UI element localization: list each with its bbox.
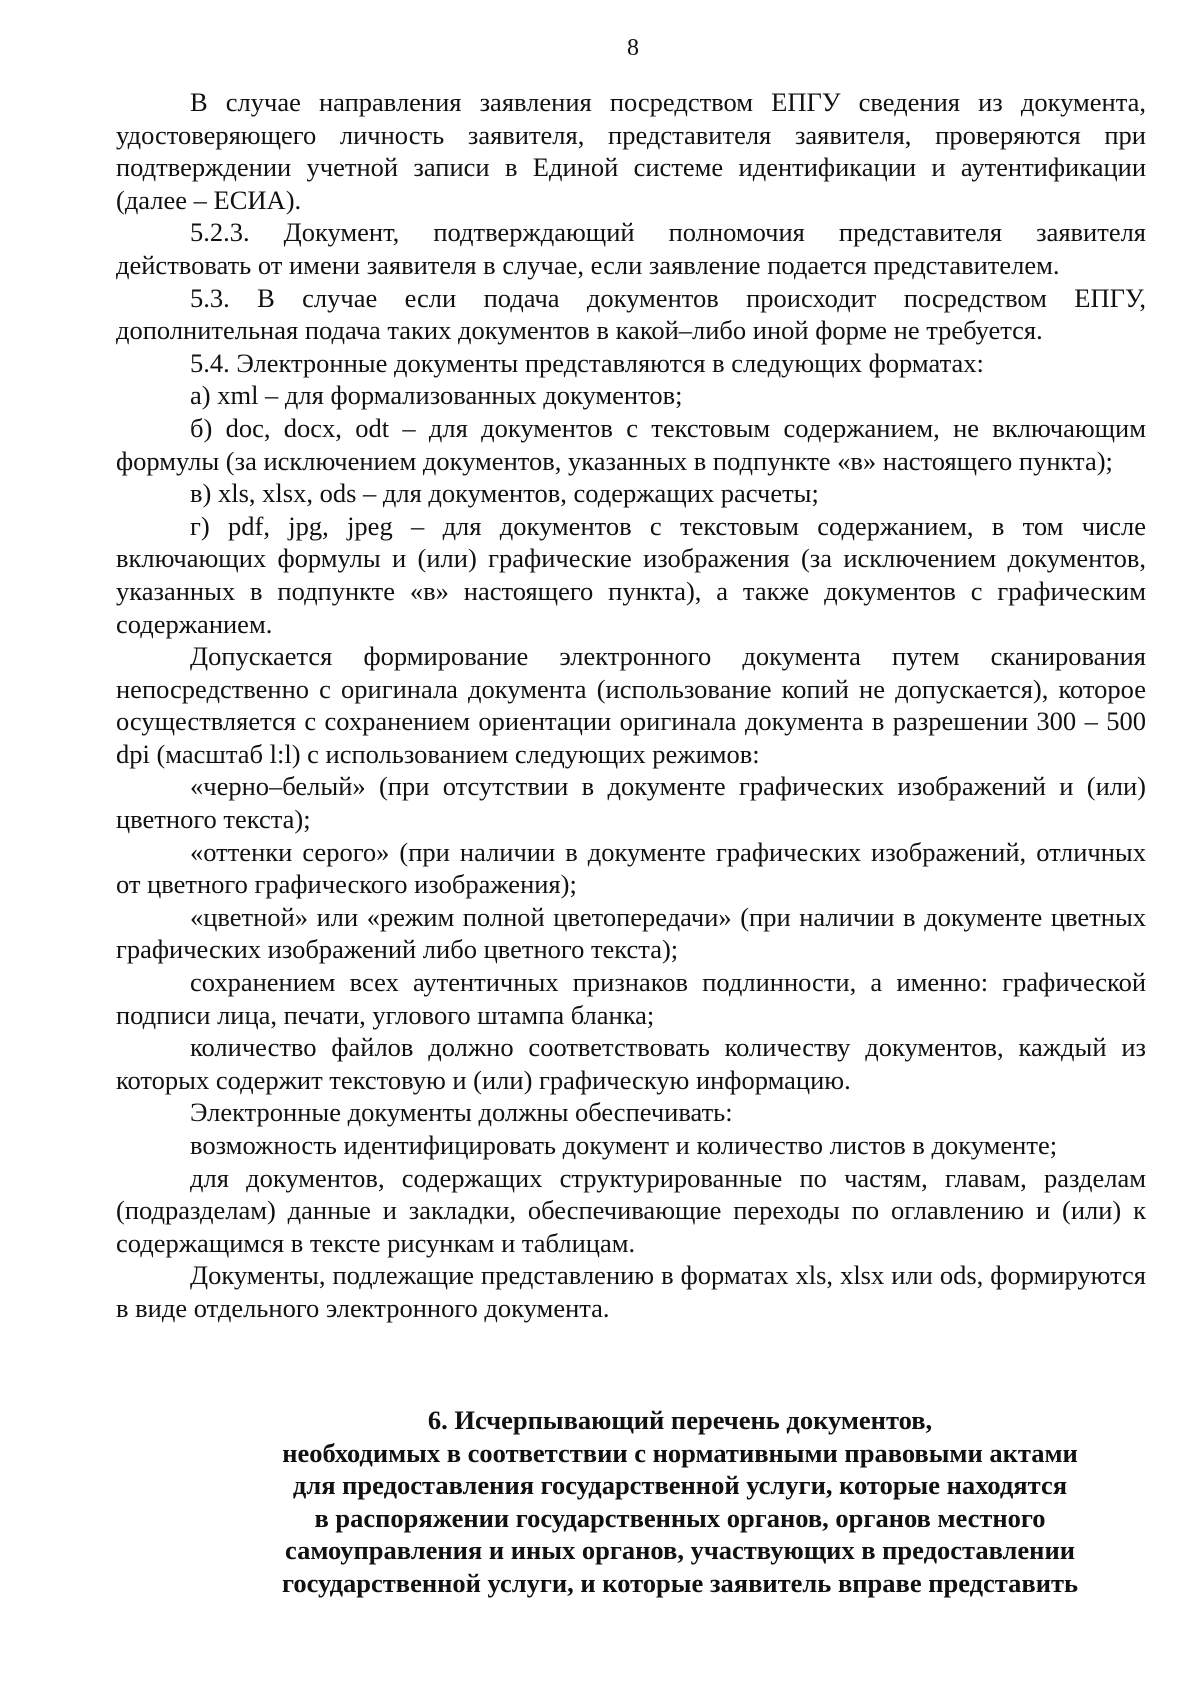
heading-line: самоуправления и иных органов, участвующих в предоставлении xyxy=(285,1535,1075,1566)
heading-line: государственной услуги, и которые заявитель вправе представить xyxy=(281,1567,1078,1598)
heading-line: необходимых в соответствии с нормативными правовыми актами xyxy=(282,1437,1078,1468)
list-item-v: в) xls, xlsx, ods – для документов, содержащих расчеты; xyxy=(190,478,819,509)
paragraph-5-4: 5.4. Электронные документы представляются в следующих форматах: xyxy=(190,347,984,378)
section-6-heading xyxy=(116,1404,1146,1600)
list-item-a: а) xml – для формализованных документов; xyxy=(190,380,683,411)
page-number: 8 xyxy=(627,35,639,61)
paragraph-must-provide: Электронные документы должны обеспечивать: xyxy=(190,1097,733,1128)
paragraph-epgu-identity: В случае направления заявления посредством ЕПГУ сведения из документа, удостоверяющего личность заявителя, представителя заявителя, проверяются при подтверждении учетной записи в Единой системе идентификации и аутентификации (далее – ЕСИА). xyxy=(116,87,1146,215)
requirement-structure: для документов, содержащих структурированные по частям, главам, разделам (подразделам) данные и закладки, обеспечивающие переходы по оглавлению и (или) к содержащимся в тексте рисункам и таблицам. xyxy=(116,1162,1146,1258)
mode-grayscale: «оттенки серого» (при наличии в документе графических изображений, отличных от цветного графического изображения); xyxy=(116,836,1146,900)
body-text xyxy=(116,86,1146,1325)
paragraph-file-count: количество файлов должно соответствовать количеству документов, каждый из которых содержит текстовую и (или) графическую информацию. xyxy=(116,1032,1146,1095)
mode-color: «цветной» или «режим полной цветопередачи» (при наличии в документе цветных графических изображений либо цветного текста); xyxy=(116,901,1146,965)
heading-line: 6. Исчерпывающий перечень документов, xyxy=(427,1405,933,1435)
paragraph-authenticity: сохранением всех аутентичных признаков подлинности, а именно: графической подписи лица, печати, углового штампа бланка; xyxy=(116,967,1146,1030)
heading-line: для предоставления государственной услуги, которые находятся xyxy=(292,1470,1068,1501)
heading-line: в распоряжении государственных органов, органов местного xyxy=(314,1502,1046,1533)
mode-black-white: «черно–белый» (при отсутствии в документе графических изображений и (или) цветного текста); xyxy=(116,771,1146,835)
paragraph-scanning: Допускается формирование электронного документа путем сканирования непосредственно с оригинала документа (использование копий не допускается), которое осуществляется с сохранением ориентации оригинала документа в разрешении 300 – 500 dpi (масштаб l:l) с использованием следующих режимов: xyxy=(116,641,1146,769)
list-item-b: б) doc, docx, odt – для документов с текстовым содержанием, не включающим формулы (за исключением документов, указанных в подпункте «в» настоящего пункта); xyxy=(116,412,1146,476)
paragraph-spreadsheets: Документы, подлежащие представлению в форматах xls, xlsx или ods, формируются в виде отдельного электронного документа. xyxy=(116,1260,1146,1323)
paragraph-5-2-3: 5.2.3. Документ, подтверждающий полномочия представителя заявителя действовать от имени заявителя в случае, если заявление подается представителем. xyxy=(116,217,1146,280)
list-item-g: г) pdf, jpg, jpeg – для документов с текстовым содержанием, в том числе включающих формулы и (или) графические изображения (за исключением документов, указанных в подпункте «в» настоящего пункта), а также документов с графическим содержанием. xyxy=(116,510,1146,639)
paragraph-5-3: 5.3. В случае если подача документов происходит посредством ЕПГУ, дополнительная подача таких документов в какой–либо иной форме не требуется. xyxy=(116,282,1146,346)
requirement-identify: возможность идентифицировать документ и количество листов в документе; xyxy=(190,1130,1058,1160)
